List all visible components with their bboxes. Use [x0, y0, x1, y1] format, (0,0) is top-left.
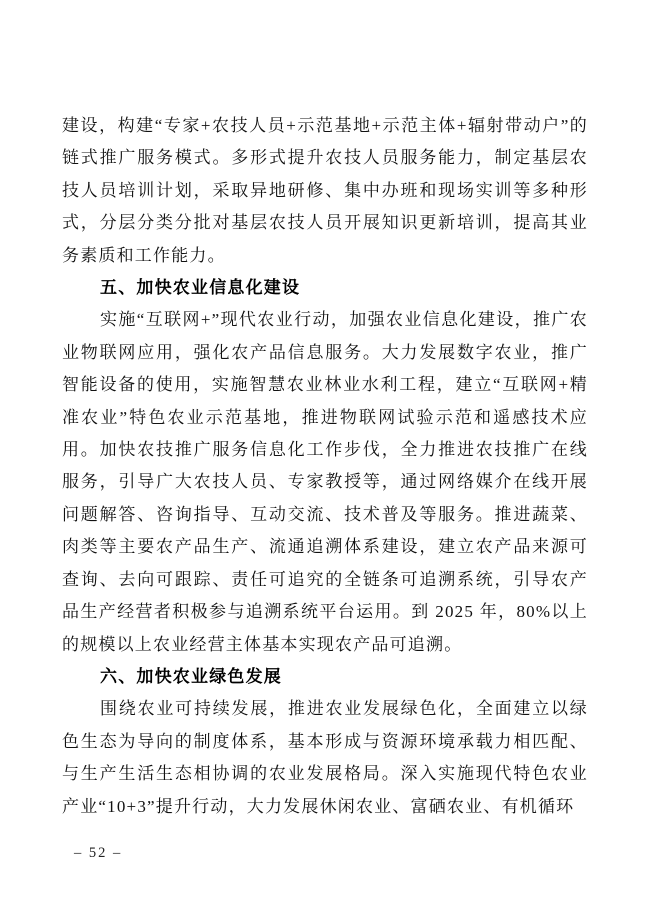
section-heading-5: 五、加快农业信息化建设 — [100, 278, 301, 298]
document-body — [62, 110, 588, 823]
section-heading-6: 六、加快农业绿色发展 — [100, 666, 282, 686]
paragraph-continuation: 建设，构建“专家+农技人员+示范基地+示范主体+辐射带动户”的链式推广服务模式。多形式提升农技人员服务能力，制定基层农技人员培训计划，采取异地研修、集中办班和现场实训等多种形式，分层分类分批对基层农技人员开展知识更新培训，提高其业务素质和工作能力。 — [62, 116, 588, 265]
paragraph-section-6: 围绕农业可持续发展，推进农业发展绿色化，全面建立以绿色生态为导向的制度体系，基本形成与资源环境承载力相匹配、与生产生活生态相协调的农业发展格局。深入实施现代特色农业产业“10+3”提升行动，大力发展休闲农业、富硒农业、有机循环 — [62, 699, 588, 816]
paragraph-section-5: 实施“互联网+”现代农业行动，加强农业信息化建设，推广农业物联网应用，强化农产品信息服务。大力发展数字农业，推广智能设备的使用，实施智慧农业林业水利工程，建立“互联网+精准农业”特色农业示范基地，推进物联网试验示范和遥感技术应用。加快农技推广服务信息化工作步伐，全力推进农技推广在线服务，引导广大农技人员、专家教授等，通过网络媒介在线开展问题解答、咨询指导、互动交流、技术普及等服务。推进蔬菜、肉类等主要农产品生产、流通追溯体系建设，建立农产品来源可查询、去向可跟踪、责任可追究的全链条可追溯系统，引导农产品生产经营者积极参与追溯系统平台运用。到 2025 年，80%以上的规模以上农业经营主体基本实现农产品可追溯。 — [62, 310, 588, 654]
page-number: – 52 – — [74, 845, 123, 861]
